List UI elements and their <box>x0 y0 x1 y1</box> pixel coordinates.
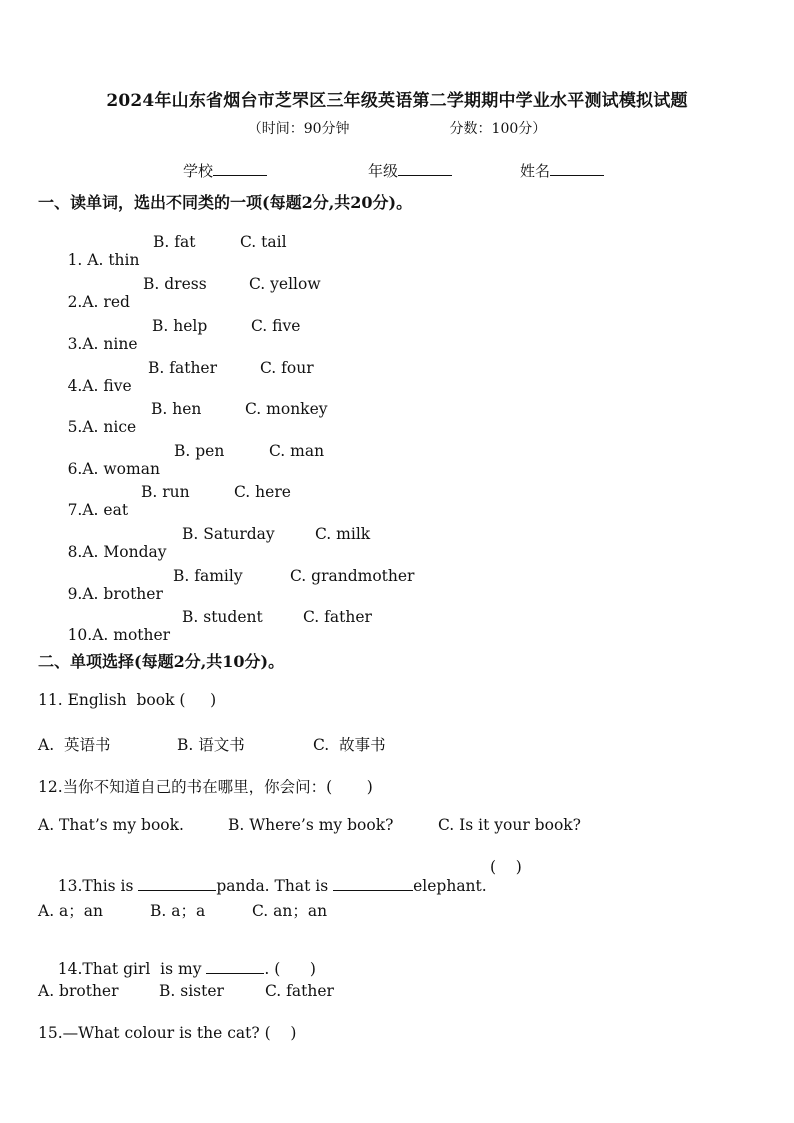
q6-option-b: B. pen <box>174 442 225 460</box>
exam-subtitle <box>0 118 794 138</box>
q6-option-c: C. man <box>269 442 325 460</box>
q5-option-b: B. hen <box>151 400 202 418</box>
q1-option-c: C. tail <box>240 233 287 251</box>
question-12: 12.当你不知道自己的书在哪里，你会问：( ) <box>38 778 373 796</box>
q5-option-c: C. monkey <box>245 400 328 418</box>
question-7: 7.A. eat <box>67 501 129 519</box>
q9-option-b: B. family <box>173 567 243 585</box>
q2-option-c: C. yellow <box>249 275 321 293</box>
question-15: 15.—What colour is the cat? ( ) <box>38 1024 297 1042</box>
q3-option-c: C. five <box>251 317 301 335</box>
question-3: 3.A. nine <box>67 335 138 353</box>
q11-option-a: A. 英语书 <box>38 736 111 754</box>
grade-blank[interactable] <box>398 161 452 176</box>
question-4: 4.A. five <box>67 377 132 395</box>
question-5: 5.A. nice <box>67 418 137 436</box>
q10-option-b: B. student <box>182 608 263 626</box>
q13-blank-2[interactable] <box>333 876 413 891</box>
q7-option-c: C. here <box>234 483 291 501</box>
q4-option-b: B. father <box>148 359 218 377</box>
exam-title: 2024年山东省烟台市芝罘区三年级英语第二学期期中学业水平测试模拟试题 <box>106 91 688 111</box>
time-info: （时间：90分钟 <box>247 121 350 137</box>
q13-answer-paren: ( ) <box>490 858 522 876</box>
q13-option-a: A. a；an <box>38 902 104 920</box>
q8-option-b: B. Saturday <box>182 525 275 543</box>
q12-option-c: C. Is it your book? <box>438 816 581 834</box>
q1-option-b: B. fat <box>153 233 196 251</box>
q13-option-b: B. a；a <box>150 902 206 920</box>
question-11: 11. English book ( ) <box>38 691 217 709</box>
section2-heading: 二、单项选择(每题2分,共10分)。 <box>38 652 285 671</box>
q12-option-a: A. That’s my book. <box>38 816 184 834</box>
q3-option-b: B. help <box>152 317 208 335</box>
q11-option-c: C. 故事书 <box>313 736 386 754</box>
q4-option-c: C. four <box>260 359 314 377</box>
q2-option-b: B. dress <box>143 275 207 293</box>
q10-option-c: C. father <box>303 608 372 626</box>
question-2: 2.A. red <box>67 293 130 311</box>
q14-option-a: A. brother <box>38 982 119 1000</box>
question-6: 6.A. woman <box>67 460 160 478</box>
question-14: 14.That girl is my . ( ) <box>57 960 316 978</box>
grade-field[interactable]: 年级 <box>368 160 452 181</box>
q14-blank[interactable] <box>206 959 264 974</box>
score-info: 分数：100分） <box>449 121 547 137</box>
question-8: 8.A. Monday <box>67 543 167 561</box>
question-13: 13.This is panda. That is elephant. <box>57 877 487 895</box>
q9-option-c: C. grandmother <box>290 567 415 585</box>
q12-option-b: B. Where’s my book? <box>228 816 394 834</box>
q14-option-c: C. father <box>265 982 334 1000</box>
question-10: 10.A. mother <box>67 626 171 644</box>
q8-option-c: C. milk <box>315 525 371 543</box>
q13-blank-1[interactable] <box>138 876 216 891</box>
q7-option-b: B. run <box>141 483 190 501</box>
q11-option-b: B. 语文书 <box>177 736 245 754</box>
section1-heading: 一、读单词，选出不同类的一项(每题2分,共20分)。 <box>38 193 413 212</box>
name-field[interactable]: 姓名 <box>520 160 604 181</box>
q13-option-c: C. an；an <box>252 902 328 920</box>
question-1: 1. A. thin <box>67 251 140 269</box>
name-blank[interactable] <box>550 161 604 176</box>
school-field[interactable]: 学校 <box>183 160 267 181</box>
q14-option-b: B. sister <box>159 982 224 1000</box>
question-9: 9.A. brother <box>67 585 163 603</box>
school-blank[interactable] <box>213 161 267 176</box>
